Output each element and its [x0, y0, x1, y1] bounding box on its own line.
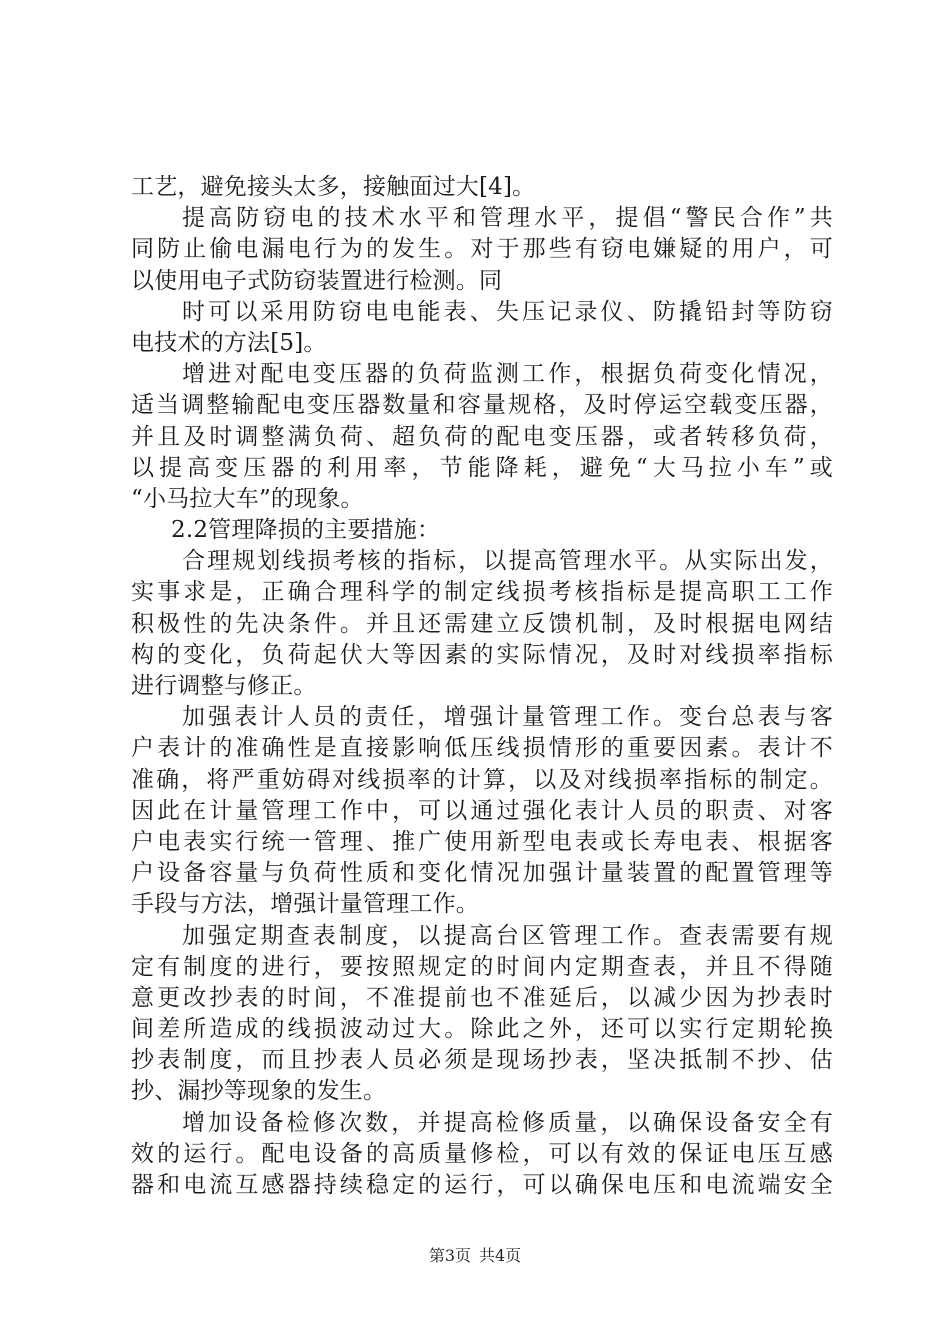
text-line: 适当调整输配电变压器数量和容量规格，及时停运空载变压器，: [131, 392, 833, 419]
text-line: 电技术的方法[5]。: [131, 329, 327, 356]
text-line: 效的运行。配电设备的高质量修检，可以有效的保证电压互感: [131, 1140, 833, 1167]
text-line: 构的变化，负荷起伏大等因素的实际情况，及时对线损率指标: [131, 641, 833, 668]
text-line: 以提高变压器的利用率，节能降耗，避免“大马拉小车”或: [131, 454, 833, 481]
text-line: 工艺，避免接头太多，接触面过大[4]。: [131, 174, 536, 200]
text-line: 器和电流互感器持续稳定的运行，可以确保电压和电流端安全: [131, 1172, 833, 1198]
text-line: 户设备容量与负荷性质和变化情况加强计量装置的配置管理等: [131, 860, 833, 887]
text-line: 实事求是，正确合理科学的制定线损考核指标是提高职工工作: [131, 579, 833, 606]
text-line: 抄、漏抄等现象的发生。: [131, 1078, 387, 1105]
section-heading: 2.2管理降损的主要措施：: [171, 517, 441, 544]
page-total: 共4页: [479, 1246, 522, 1265]
page-number: 第3页: [428, 1246, 471, 1265]
text-line: 增进对配电变压器的负荷监测工作，根据负荷变化情况，: [182, 361, 833, 388]
page-footer: [0, 1246, 950, 1266]
text-line: 加强表计人员的责任，增强计量管理工作。变台总表与客: [182, 704, 833, 731]
text-line: 户表计的准确性是直接影响低压线损情形的重要因素。表计不: [131, 735, 833, 762]
text-line: 抄表制度，而且抄表人员必须是现场抄表，坚决抵制不抄、估: [131, 1047, 833, 1074]
text-line: 意更改抄表的时间，不准提前也不准延后，以减少因为抄表时: [131, 984, 833, 1011]
text-line: 积极性的先决条件。并且还需建立反馈机制，及时根据电网结: [131, 610, 833, 637]
text-line: 因此在计量管理工作中，可以通过强化表计人员的职责、对客: [131, 797, 833, 824]
text-line: 时可以采用防窃电电能表、失压记录仪、防撬铅封等防窃: [182, 298, 833, 325]
body-text: [131, 172, 833, 1201]
text-line: 并且及时调整满负荷、超负荷的配电变压器，或者转移负荷，: [131, 423, 833, 450]
text-line: 定有制度的进行，要按照规定的时间内定期查表，并且不得随: [131, 953, 833, 980]
text-line: 进行调整与修正。: [131, 673, 317, 699]
text-line: 准确，将严重妨碍对线损率的计算，以及对线损率指标的制定。: [131, 766, 833, 793]
text-line: 以使用电子式防窃装置进行检测。同: [131, 267, 503, 294]
text-line: 手段与方法，增强计量管理工作。: [131, 891, 479, 918]
text-line: 同防止偷电漏电行为的发生。对于那些有窃电嫌疑的用户，可: [131, 236, 833, 263]
text-line: “小马拉大车”的现象。: [131, 485, 364, 512]
text-line: 合理规划线损考核的指标，以提高管理水平。从实际出发，: [182, 548, 833, 575]
text-line: 增加设备检修次数，并提高检修质量，以确保设备安全有: [182, 1109, 833, 1136]
text-line: 加强定期查表制度，以提高台区管理工作。查表需要有规: [182, 922, 833, 949]
text-line: 户电表实行统一管理、推广使用新型电表或长寿电表、根据客: [131, 828, 833, 855]
text-line: 提高防窃电的技术水平和管理水平，提倡“警民合作”共: [182, 205, 833, 232]
text-line: 间差所造成的线损波动过大。除此之外，还可以实行定期轮换: [131, 1016, 833, 1043]
